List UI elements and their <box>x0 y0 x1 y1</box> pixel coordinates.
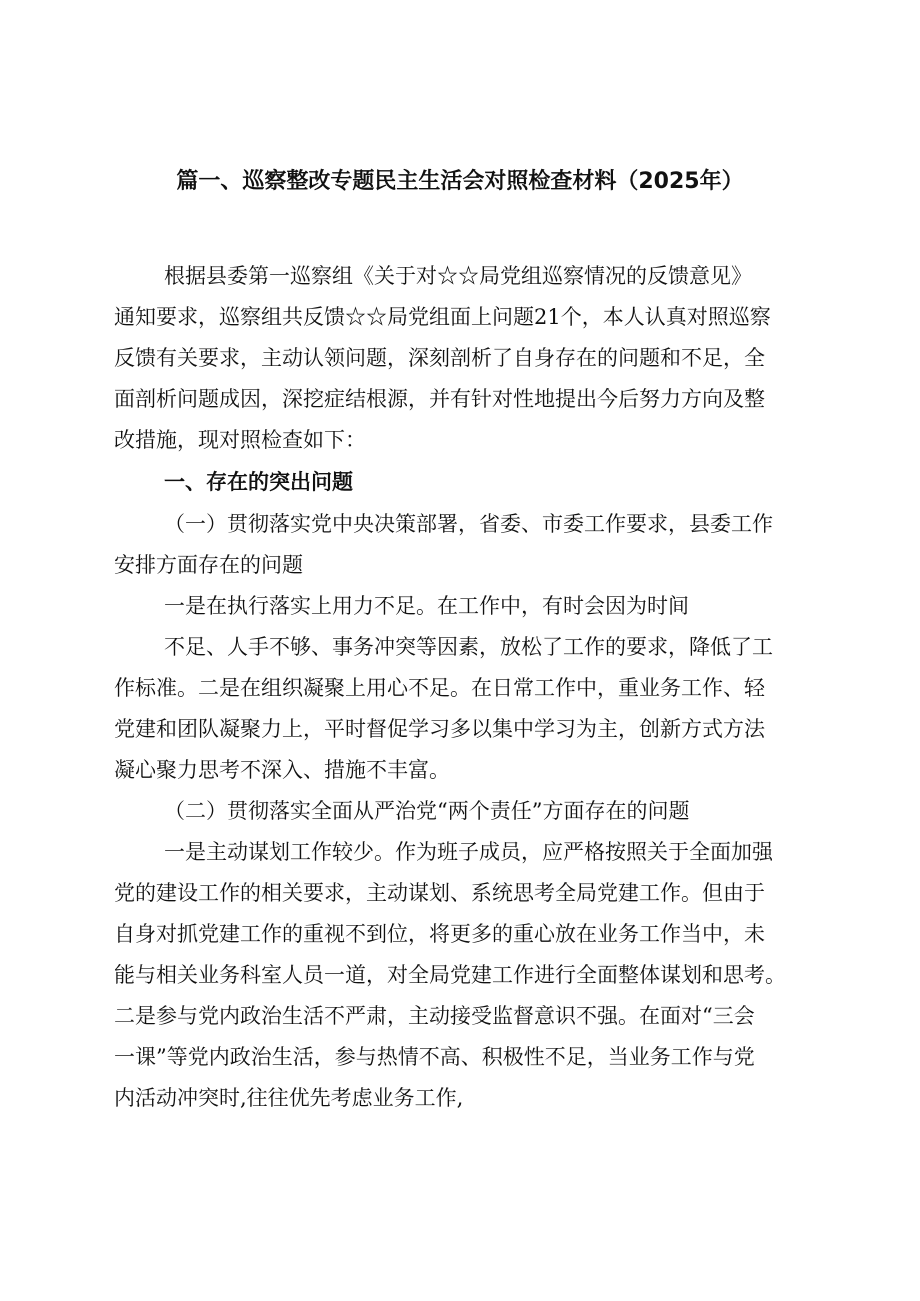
paragraph-line: 能与相关业务科室人员一道，对全局党建工作进行全面整体谋划和思考。 <box>114 963 786 987</box>
document-body <box>114 256 834 1119</box>
paragraph-line: 反馈有关要求，主动认领问题，深刻剖析了自身存在的问题和不足，全 <box>114 346 765 370</box>
subsection-heading: （一）贯彻落实党中央决策部署，省委、市委工作要求，县委工作 <box>164 512 773 536</box>
paragraph-line: 不足、人手不够、事务冲突等因素，放松了工作的要求，降低了工 <box>164 635 773 659</box>
paragraph-line: 一是在执行落实上用力不足。在工作中，有时会因为时间 <box>164 594 689 618</box>
paragraph-line: 凝心聚力思考不深入、措施不丰富。 <box>114 758 450 782</box>
paragraph-line: 根据县委第一巡察组《关于对☆☆局党组巡察情况的反馈意见》 <box>164 264 752 288</box>
section-heading: 一、存在的突出问题 <box>164 470 353 494</box>
paragraph-line: 党建和团队凝聚力上，平时督促学习多以集中学习为主，创新方式方法 <box>114 717 765 741</box>
paragraph-line: 面剖析问题成因，深挖症结根源，并有针对性地提出今后努力方向及整 <box>114 387 765 411</box>
paragraph-line: 改措施，现对照检查如下： <box>114 428 366 452</box>
paragraph-line: 自身对抓党建工作的重视不到位，将更多的重心放在业务工作当中，未 <box>114 922 765 946</box>
subsection-heading-continued: 安排方面存在的问题 <box>114 553 303 577</box>
paragraph-line: 通知要求，巡察组共反馈☆☆局党组面上问题21个，本人认真对照巡察 <box>114 305 771 329</box>
paragraph-line: 党的建设工作的相关要求，主动谋划、系统思考全局党建工作。但由于 <box>114 881 765 905</box>
paragraph-line: 作标准。二是在组织凝聚上用心不足。在日常工作中，重业务工作、轻 <box>114 676 765 700</box>
paragraph-line: 一课”等党内政治生活，参与热情不高、积极性不足，当业务工作与党 <box>114 1045 755 1069</box>
paragraph-line: 二是参与党内政治生活不严肃，主动接受监督意识不强。在面对“三会 <box>114 1004 755 1028</box>
document-title: 篇一、巡察整改专题民主生活会对照检查材料（2025年） <box>176 169 744 194</box>
paragraph-line: 内活动冲突时,往往优先考虑业务工作, <box>114 1086 464 1110</box>
subsection-heading: （二）贯彻落实全面从严治党“两个责任”方面存在的问题 <box>164 799 690 823</box>
paragraph-line: 一是主动谋划工作较少。作为班子成员，应严格按照关于全面加强 <box>164 840 773 864</box>
